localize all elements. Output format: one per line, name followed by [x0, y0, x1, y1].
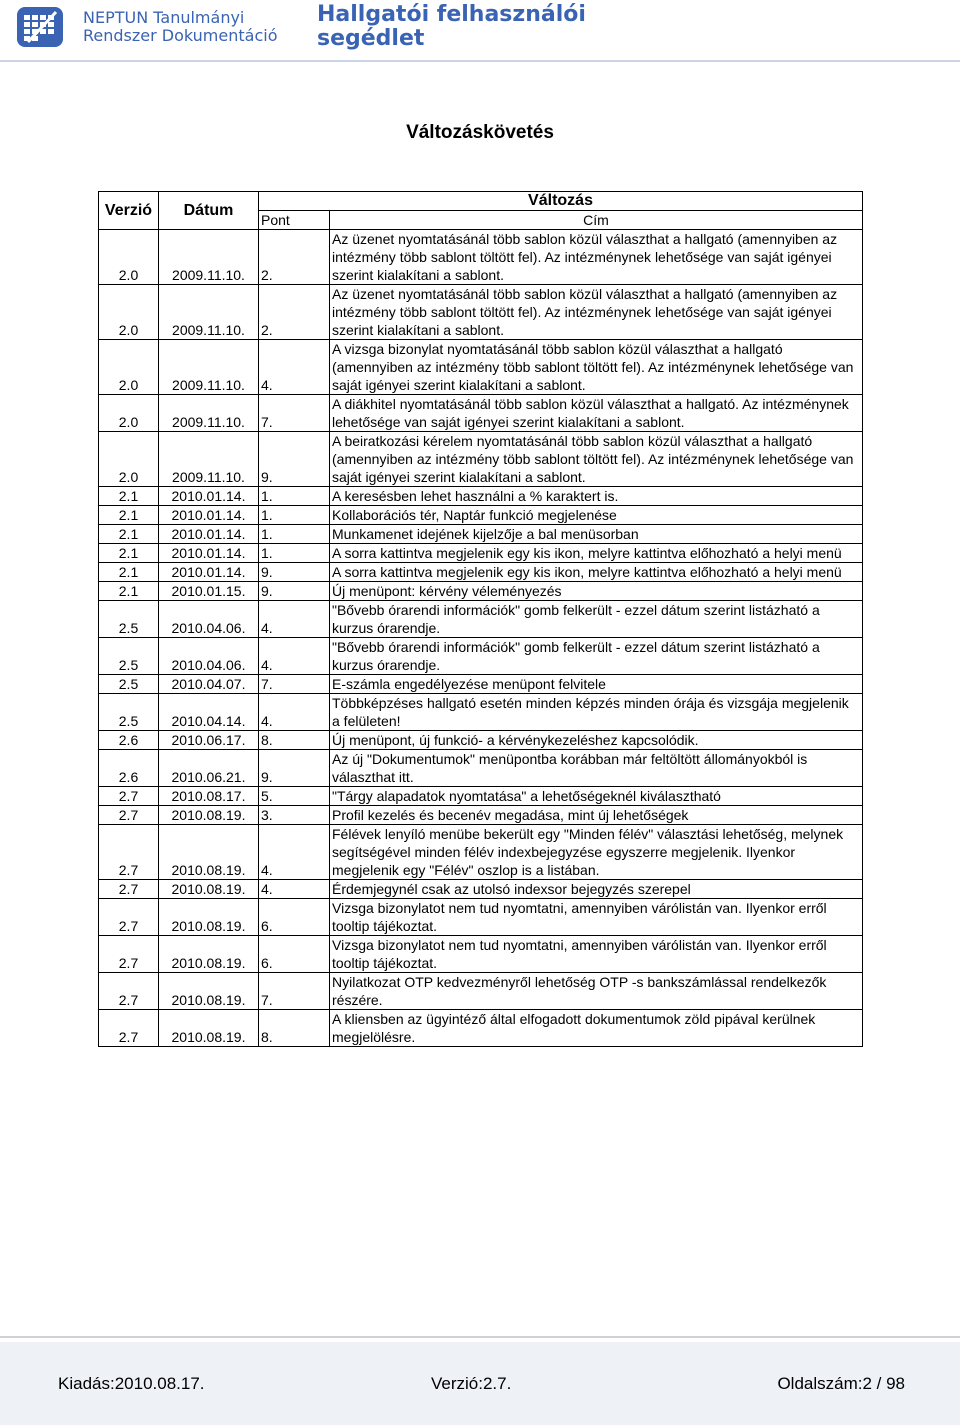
row-change-text: Új menüpont, új funkció- a kérvénykezeléshez kapcsolódik.: [330, 731, 863, 750]
table-row: [99, 525, 863, 544]
row-change-text: Nyilatkozat OTP kedvezményről lehetőség OTP -s bankszámlással rendelkezők részére.: [330, 973, 863, 1010]
row-point: 7.: [259, 395, 330, 432]
table-row: [99, 731, 863, 750]
row-point: 1.: [259, 544, 330, 563]
page-header: [0, 0, 960, 62]
table-row: [99, 638, 863, 675]
row-date: 2010.01.14.: [159, 487, 259, 506]
row-change-text: A keresésben lehet használni a % karaktert is.: [330, 487, 863, 506]
table-row: [99, 806, 863, 825]
row-date: 2010.08.19.: [159, 899, 259, 936]
row-date: 2010.06.21.: [159, 750, 259, 787]
row-date: 2009.11.10.: [159, 340, 259, 395]
row-version: 2.0: [99, 395, 159, 432]
table-row: [99, 601, 863, 638]
row-point: 9.: [259, 563, 330, 582]
footer-divider: [0, 1336, 960, 1338]
row-version: 2.7: [99, 936, 159, 973]
row-version: 2.1: [99, 544, 159, 563]
neptun-logo-icon: [16, 6, 64, 48]
row-change-text: "Bővebb órarendi információk" gomb felkerült - ezzel dátum szerint listázható a kurzus órarendje.: [330, 638, 863, 675]
row-change-text: Az új "Dokumentumok" menüpontba korábban már feltöltött állományokból is választhat itt.: [330, 750, 863, 787]
org-line-1: NEPTUN Tanulmányi: [83, 8, 245, 27]
row-version: 2.5: [99, 601, 159, 638]
row-date: 2010.04.07.: [159, 675, 259, 694]
table-row: [99, 340, 863, 395]
row-point: 2.: [259, 230, 330, 285]
row-point: 8.: [259, 731, 330, 750]
row-point: 6.: [259, 936, 330, 973]
row-version: 2.0: [99, 230, 159, 285]
row-version: 2.1: [99, 506, 159, 525]
row-version: 2.7: [99, 1010, 159, 1047]
row-change-text: Többképzéses hallgató esetén minden képzés minden órája és vizsgája megjelenik a felületen!: [330, 694, 863, 731]
document-title-line-2: segédlet: [317, 26, 425, 51]
document-title-line-1: Hallgatói felhasználói: [317, 2, 586, 27]
row-point: 3.: [259, 806, 330, 825]
row-version: 2.7: [99, 880, 159, 899]
row-change-text: A beiratkozási kérelem nyomtatásánál több sablon közül választhat a hallgató (amennyiben az intézmény több sablont töltött fel). Az intézménynek lehetősége van saját igényei szerint kialakítani a sablont.: [330, 432, 863, 487]
table-row: [99, 936, 863, 973]
row-date: 2010.01.14.: [159, 544, 259, 563]
footer-version: Verzió:2.7.: [431, 1374, 512, 1393]
row-change-text: A diákhitel nyomtatásánál több sablon közül választhat a hallgató. Az intézménynek lehetősége van saját igényei szerint kialakítani a sablont.: [330, 395, 863, 432]
row-change-text: Érdemjegynél csak az utolsó indexsor bejegyzés szerepel: [330, 880, 863, 899]
table-row: [99, 750, 863, 787]
row-change-text: A sorra kattintva megjelenik egy kis ikon, melyre kattintva előhozható a helyi menü: [330, 544, 863, 563]
header-divider: [0, 60, 960, 62]
row-version: 2.7: [99, 825, 159, 880]
row-point: 6.: [259, 899, 330, 936]
table-row: [99, 487, 863, 506]
row-change-text: Félévek lenyíló menübe bekerült egy "Minden félév" választási lehetőség, melynek segítségével minden félév indexbejegyzése egyszerre megjelenik. Ilyenkor megjelenik egy "Félév" oszlop is a listában.: [330, 825, 863, 880]
row-date: 2010.01.14.: [159, 563, 259, 582]
row-version: 2.7: [99, 973, 159, 1010]
row-version: 2.0: [99, 432, 159, 487]
row-version: 2.1: [99, 525, 159, 544]
table-row: [99, 285, 863, 340]
row-date: 2010.08.19.: [159, 1010, 259, 1047]
row-change-text: Az üzenet nyomtatásánál több sablon közül választhat a hallgató (amennyiben az intézmény több sablont töltött fel). Az intézménynek lehetősége van saját igényei szerint kialakítani a sablont.: [330, 230, 863, 285]
header-change: Változás: [259, 192, 863, 211]
row-version: 2.1: [99, 582, 159, 601]
row-change-text: Vizsga bizonylatot nem tud nyomtatni, amennyiben várólistán van. Ilyenkor erről tooltip tájékoztat.: [330, 936, 863, 973]
row-date: 2010.01.14.: [159, 506, 259, 525]
row-point: 9.: [259, 432, 330, 487]
row-version: 2.6: [99, 750, 159, 787]
section-title: Változáskövetés: [406, 122, 554, 143]
row-point: 4.: [259, 825, 330, 880]
row-point: 1.: [259, 506, 330, 525]
row-change-text: Munkamenet idejének kijelzője a bal menüsorban: [330, 525, 863, 544]
row-change-text: Vizsga bizonylatot nem tud nyomtatni, amennyiben várólistán van. Ilyenkor erről tooltip tájékoztat.: [330, 899, 863, 936]
row-version: 2.7: [99, 899, 159, 936]
header-point: Pont: [259, 211, 330, 230]
row-point: 1.: [259, 525, 330, 544]
row-date: 2010.08.19.: [159, 973, 259, 1010]
table-header-row: [99, 192, 863, 211]
table-row: [99, 973, 863, 1010]
header-title: Cím: [330, 211, 863, 230]
row-point: 4.: [259, 638, 330, 675]
table-row: [99, 506, 863, 525]
row-date: 2010.04.14.: [159, 694, 259, 731]
row-change-text: A kliensben az ügyintéző által elfogadott dokumentumok zöld pipával kerülnek megjelölésre.: [330, 1010, 863, 1047]
row-change-text: A sorra kattintva megjelenik egy kis ikon, melyre kattintva előhozható a helyi menü: [330, 563, 863, 582]
row-change-text: A vizsga bizonylat nyomtatásánál több sablon közül választhat a hallgató (amennyiben az intézmény több sablont töltött fel). Az intézménynek lehetősége van saját igényei szerint kialakítani a sablont.: [330, 340, 863, 395]
row-point: 4.: [259, 601, 330, 638]
org-line-2: Rendszer Dokumentáció: [83, 26, 278, 45]
row-version: 2.7: [99, 806, 159, 825]
row-change-text: Kollaborációs tér, Naptár funkció megjelenése: [330, 506, 863, 525]
row-change-text: Profil kezelés és becenév megadása, mint új lehetőségek: [330, 806, 863, 825]
row-date: 2009.11.10.: [159, 432, 259, 487]
row-point: 1.: [259, 487, 330, 506]
table-row: [99, 899, 863, 936]
row-point: 2.: [259, 285, 330, 340]
row-point: 9.: [259, 750, 330, 787]
org-name: [83, 9, 277, 45]
row-date: 2009.11.10.: [159, 285, 259, 340]
row-date: 2010.04.06.: [159, 601, 259, 638]
row-point: 9.: [259, 582, 330, 601]
table-row: [99, 694, 863, 731]
row-change-text: E-számla engedélyezése menüpont felvitele: [330, 675, 863, 694]
row-date: 2010.06.17.: [159, 731, 259, 750]
row-date: 2010.08.19.: [159, 880, 259, 899]
row-date: 2010.08.19.: [159, 936, 259, 973]
row-point: 4.: [259, 880, 330, 899]
table-row: [99, 395, 863, 432]
row-version: 2.5: [99, 675, 159, 694]
row-change-text: Az üzenet nyomtatásánál több sablon közül választhat a hallgató (amennyiben az intézmény több sablont töltött fel). Az intézménynek lehetősége van saját igényei szerint kialakítani a sablont.: [330, 285, 863, 340]
table-row: [99, 880, 863, 899]
row-point: 5.: [259, 787, 330, 806]
row-date: 2010.08.17.: [159, 787, 259, 806]
change-log-table: [98, 191, 863, 1047]
document-title: [317, 3, 586, 51]
table-row: [99, 1010, 863, 1047]
footer-page-number: Oldalszám:2 / 98: [777, 1374, 905, 1393]
row-version: 2.0: [99, 285, 159, 340]
row-change-text: "Bővebb órarendi információk" gomb felkerült - ezzel dátum szerint listázható a kurzus órarendje.: [330, 601, 863, 638]
row-date: 2010.01.15.: [159, 582, 259, 601]
header-date: Dátum: [159, 192, 259, 230]
row-date: 2009.11.10.: [159, 395, 259, 432]
row-point: 7.: [259, 675, 330, 694]
table-row: [99, 825, 863, 880]
row-version: 2.7: [99, 787, 159, 806]
table-row: [99, 563, 863, 582]
row-version: 2.1: [99, 563, 159, 582]
table-row: [99, 675, 863, 694]
table-row: [99, 582, 863, 601]
row-version: 2.0: [99, 340, 159, 395]
table-row: [99, 230, 863, 285]
row-change-text: "Tárgy alapadatok nyomtatása" a lehetőségeknél kiválasztható: [330, 787, 863, 806]
row-point: 8.: [259, 1010, 330, 1047]
row-version: 2.5: [99, 694, 159, 731]
row-date: 2010.04.06.: [159, 638, 259, 675]
table-row: [99, 787, 863, 806]
row-date: 2010.08.19.: [159, 806, 259, 825]
table-row: [99, 544, 863, 563]
footer-issue-date: Kiadás:2010.08.17.: [58, 1374, 205, 1393]
row-change-text: Új menüpont: kérvény véleményezés: [330, 582, 863, 601]
row-point: 4.: [259, 694, 330, 731]
row-date: 2010.01.14.: [159, 525, 259, 544]
row-point: 7.: [259, 973, 330, 1010]
row-version: 2.5: [99, 638, 159, 675]
row-version: 2.1: [99, 487, 159, 506]
header-version: Verzió: [99, 192, 159, 230]
row-point: 4.: [259, 340, 330, 395]
row-date: 2010.08.19.: [159, 825, 259, 880]
row-version: 2.6: [99, 731, 159, 750]
table-row: [99, 432, 863, 487]
row-date: 2009.11.10.: [159, 230, 259, 285]
